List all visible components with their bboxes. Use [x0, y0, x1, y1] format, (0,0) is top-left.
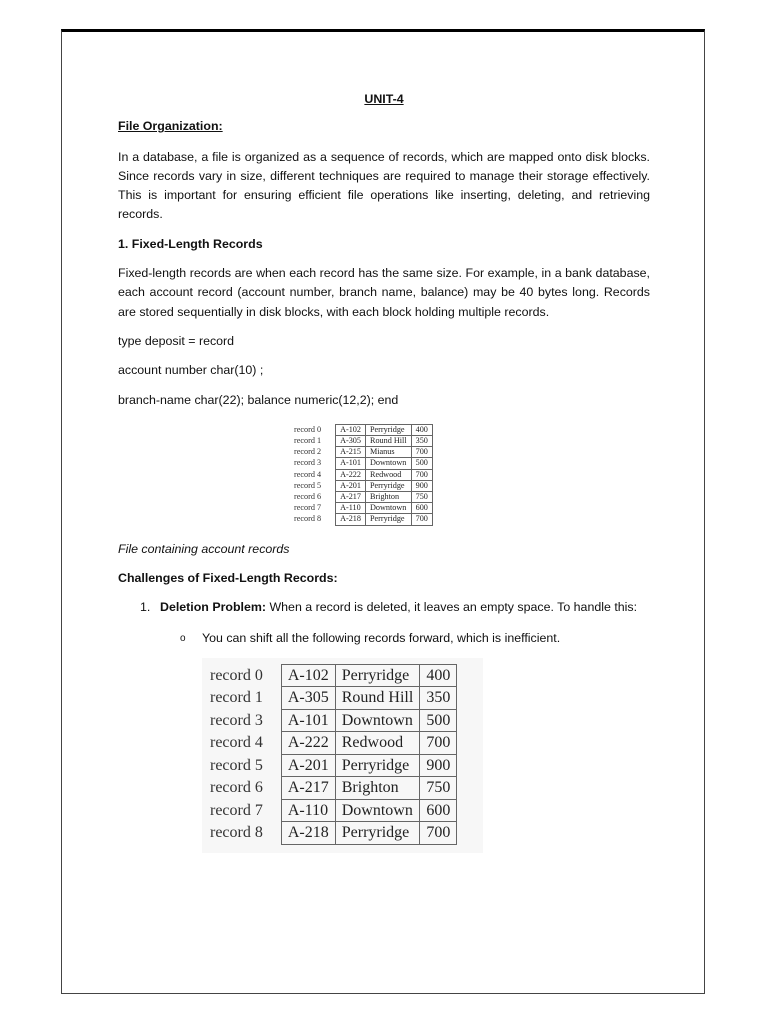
table-row [202, 777, 457, 800]
sub-list-item [180, 629, 650, 648]
list-number: 1. [140, 600, 151, 615]
records-table [202, 664, 457, 845]
account-number-cell: A-305 [281, 687, 335, 710]
record-label: record 6 [210, 779, 263, 797]
figure-caption: File containing account records [118, 541, 290, 556]
branch-name-cell: Perryridge [335, 664, 420, 687]
challenges-heading: Challenges of Fixed-Length Records: [118, 570, 338, 585]
branch-name-cell: Brighton [365, 492, 411, 503]
list-item-text: When a record is deleted, it leaves an empty space. To handle this: [266, 600, 638, 615]
page-title: UNIT-4 [364, 92, 404, 106]
table-row [290, 447, 432, 458]
table-row [290, 503, 432, 514]
branch-name-cell: Perryridge [335, 754, 420, 777]
balance-cell: 500 [420, 709, 457, 732]
code-line: account number char(10) ; [118, 363, 264, 378]
balance-cell: 700 [420, 732, 457, 755]
code-line: type deposit = record [118, 333, 235, 348]
branch-name-cell: Redwood [335, 732, 420, 755]
balance-cell: 600 [420, 799, 457, 822]
balance-cell: 500 [411, 458, 432, 469]
account-number-cell: A-102 [336, 424, 366, 435]
document-page [61, 29, 705, 994]
balance-cell: 700 [420, 822, 457, 845]
subheading-fixed-length: 1. Fixed-Length Records [118, 236, 263, 251]
table-row [290, 458, 432, 469]
balance-cell: 900 [420, 754, 457, 777]
balance-cell: 700 [411, 469, 432, 480]
account-number-cell: A-101 [336, 458, 366, 469]
account-number-cell: A-217 [281, 777, 335, 800]
branch-name-cell: Downtown [335, 799, 420, 822]
record-label: record 7 [294, 503, 322, 513]
branch-name-cell: Perryridge [365, 424, 411, 435]
account-number-cell: A-305 [336, 436, 366, 447]
record-label: record 3 [294, 458, 322, 468]
balance-cell: 350 [420, 687, 457, 710]
list-item-body [160, 598, 650, 617]
branch-name-cell: Perryridge [365, 480, 411, 491]
account-number-cell: A-101 [281, 709, 335, 732]
account-number-cell: A-218 [281, 822, 335, 845]
records-table [290, 424, 433, 526]
balance-cell: 400 [411, 424, 432, 435]
branch-name-cell: Perryridge [335, 822, 420, 845]
balance-cell: 750 [411, 492, 432, 503]
hollow-bullet-icon: o [180, 632, 186, 644]
table-row [202, 822, 457, 845]
branch-name-cell: Downtown [365, 458, 411, 469]
table-row [290, 480, 432, 491]
branch-name-cell: Perryridge [365, 514, 411, 525]
record-label: record 5 [294, 480, 322, 490]
record-label: record 5 [210, 756, 263, 774]
table-row [290, 436, 432, 447]
branch-name-cell: Round Hill [335, 687, 420, 710]
table-row [202, 799, 457, 822]
intro-paragraph: In a database, a file is organized as a sequence of records, which are mapped onto disk blocks. Since records vary in size, different techniques are required to manage their storage effectively. This is important for ensuring efficient file operations like inserting, deleting, and retrieving records. [118, 149, 650, 222]
record-label: record 6 [294, 492, 322, 502]
balance-cell: 350 [411, 436, 432, 447]
record-label: record 1 [294, 436, 322, 446]
table-row [202, 754, 457, 777]
code-line: branch-name char(22); balance numeric(12,2); end [118, 392, 399, 407]
record-label: record 7 [210, 801, 263, 819]
section-heading: File Organization: [118, 119, 223, 134]
sub-list-text: You can shift all the following records forward, which is inefficient. [202, 630, 561, 645]
balance-cell: 900 [411, 480, 432, 491]
balance-cell: 700 [411, 514, 432, 525]
account-number-cell: A-102 [281, 664, 335, 687]
table-row [202, 664, 457, 687]
account-number-cell: A-217 [336, 492, 366, 503]
page-content [118, 90, 650, 853]
account-number-cell: A-218 [336, 514, 366, 525]
balance-cell: 750 [420, 777, 457, 800]
figure-records-after-deletion [202, 658, 483, 853]
branch-name-cell: Downtown [365, 503, 411, 514]
figure-account-records [290, 424, 650, 526]
record-label: record 8 [210, 824, 263, 842]
branch-name-cell: Downtown [335, 709, 420, 732]
balance-cell: 700 [411, 447, 432, 458]
list-item [140, 598, 650, 617]
branch-name-cell: Round Hill [365, 436, 411, 447]
record-label: record 0 [294, 424, 322, 434]
account-number-cell: A-215 [336, 447, 366, 458]
account-number-cell: A-222 [281, 732, 335, 755]
branch-name-cell: Mianus [365, 447, 411, 458]
balance-cell: 400 [420, 664, 457, 687]
record-label: record 4 [294, 469, 322, 479]
table-row [290, 492, 432, 503]
record-label: record 2 [294, 447, 322, 457]
branch-name-cell: Redwood [365, 469, 411, 480]
account-number-cell: A-222 [336, 469, 366, 480]
record-label: record 3 [210, 711, 263, 729]
list-item-bold: Deletion Problem: [160, 600, 267, 615]
record-label: record 8 [294, 514, 322, 524]
table-row [202, 709, 457, 732]
account-number-cell: A-201 [336, 480, 366, 491]
record-label: record 1 [210, 689, 263, 707]
account-number-cell: A-201 [281, 754, 335, 777]
record-label: record 0 [210, 666, 263, 684]
table-row [290, 469, 432, 480]
table-row [202, 687, 457, 710]
table-row [202, 732, 457, 755]
table-row [290, 424, 432, 435]
branch-name-cell: Brighton [335, 777, 420, 800]
account-number-cell: A-110 [336, 503, 366, 514]
balance-cell: 600 [411, 503, 432, 514]
record-label: record 4 [210, 734, 263, 752]
table-row [290, 514, 432, 525]
fixed-length-paragraph: Fixed-length records are when each record has the same size. For example, in a bank database, each account record (account number, branch name, balance) may be 40 bytes long. Records are stored sequentially in disk blocks, with each block holding multiple records. [118, 266, 650, 319]
account-number-cell: A-110 [281, 799, 335, 822]
